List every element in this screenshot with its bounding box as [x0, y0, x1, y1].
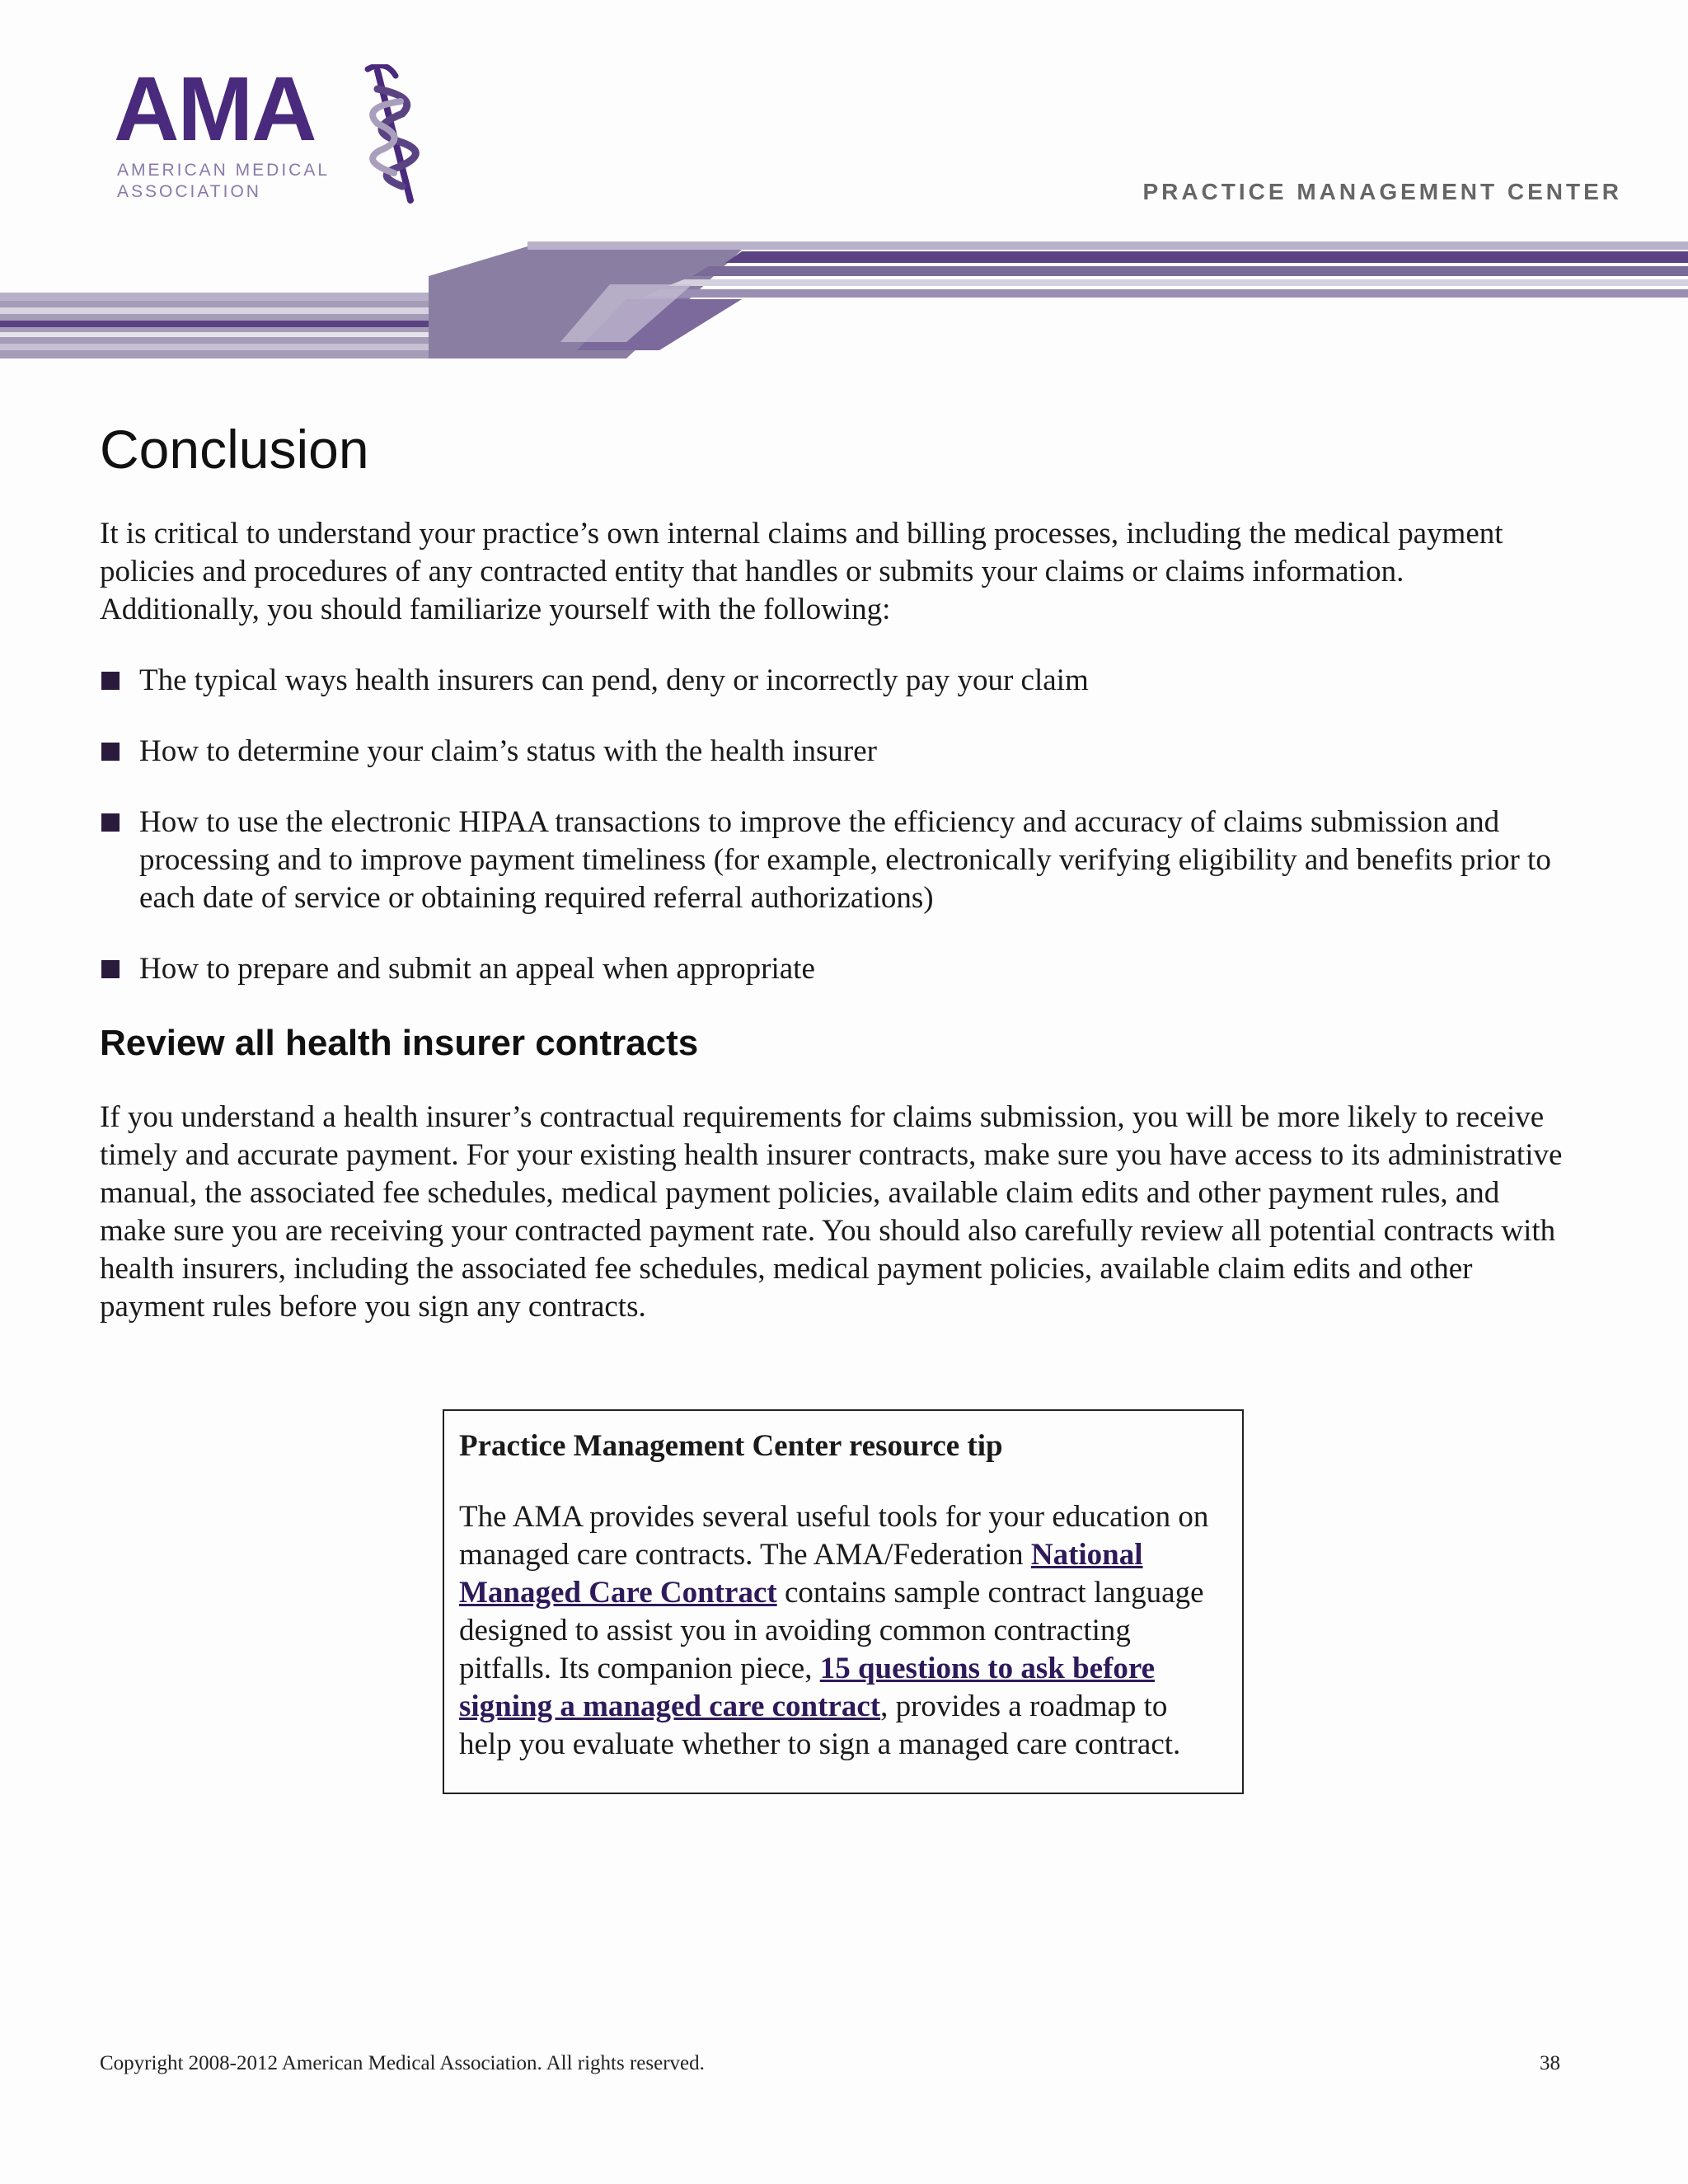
square-bullet-icon [101, 813, 120, 832]
section-heading: Review all health insurer contracts [100, 1023, 699, 1063]
list-item-text: How to prepare and submit an appeal when appropriate [139, 952, 815, 986]
square-bullet-icon [101, 960, 120, 978]
tip-text-part3: , provides a roadmap to help you evaluate whether to sign a managed care contract. [459, 1690, 1181, 1761]
tip-text-part1: The AMA provides several useful tools for your education on managed care contracts. The AMA/Federation [459, 1500, 1209, 1572]
list-item [100, 733, 1567, 771]
list-item [100, 950, 1567, 988]
page-title: Conclusion [100, 419, 369, 480]
tip-text [459, 1498, 1227, 1764]
logo-wordmark: AMA [114, 59, 316, 160]
main-content [100, 416, 1567, 1326]
fifteen-questions-link[interactable]: 15 questions to ask before signing a managed care contract [459, 1652, 1156, 1723]
logo-subtitle-line1: AMERICAN MEDICAL [117, 161, 331, 180]
list-item-text: The typical ways health insurers can pend, deny or incorrectly pay your claim [139, 663, 1089, 697]
intro-paragraph: It is critical to understand your practice’s own internal claims and billing processes, including the medical payment policies and procedures of any contracted entity that handles or submits your claims or claims information. Additionally, you should familiarize yourself with the following: [100, 517, 1503, 626]
tip-title: Practice Management Center resource tip [459, 1429, 1003, 1463]
header-stripes [0, 235, 1688, 367]
square-bullet-icon [101, 672, 120, 690]
practice-management-center-title: PRACTICE MANAGEMENT CENTER [1142, 179, 1622, 204]
square-bullet-icon [101, 743, 120, 761]
list-item [100, 662, 1567, 700]
national-managed-care-contract-link[interactable]: National Managed Care Contract [459, 1538, 1143, 1610]
section-paragraph: If you understand a health insurer’s contractual requirements for claims submission, you will be more likely to receive timely and accurate payment. For your existing health insurer contracts, make sure you have access to its administrative manual, the associated fee schedules, medical payment policies, available claim edits and other payment rules, and make sure you are receiving your contracted payment rate. You should also carefully review all potential contracts with health insurers, including the associated fee schedules, medical payment policies, available claim edits and other payment rules before you sign any contracts. [100, 1100, 1563, 1324]
ama-logo [114, 59, 427, 204]
list-item [100, 804, 1567, 917]
tip-text-part2: contains sample contract language designed to assist you in avoiding common contracting pitfalls. Its companion piece, [459, 1576, 1204, 1685]
list-item-text: How to use the electronic HIPAA transactions to improve the efficiency and accuracy of claims submission and processing and to improve payment timeliness (for example, electronically verifying eligibility and benefits prior to each date of service or obtaining required referral authorizations) [139, 805, 1551, 915]
list-item-text: How to determine your claim’s status with the health insurer [139, 734, 877, 768]
caduceus-icon [353, 64, 427, 204]
logo-subtitle [117, 160, 330, 203]
page-number: 38 [1540, 2052, 1560, 2074]
resource-tip-box [443, 1409, 1244, 1794]
footer-copyright: Copyright 2008-2012 American Medical Association. All rights reserved. [100, 2052, 705, 2074]
logo-subtitle-line2: ASSOCIATION [117, 182, 261, 201]
bullet-list [100, 662, 1567, 988]
